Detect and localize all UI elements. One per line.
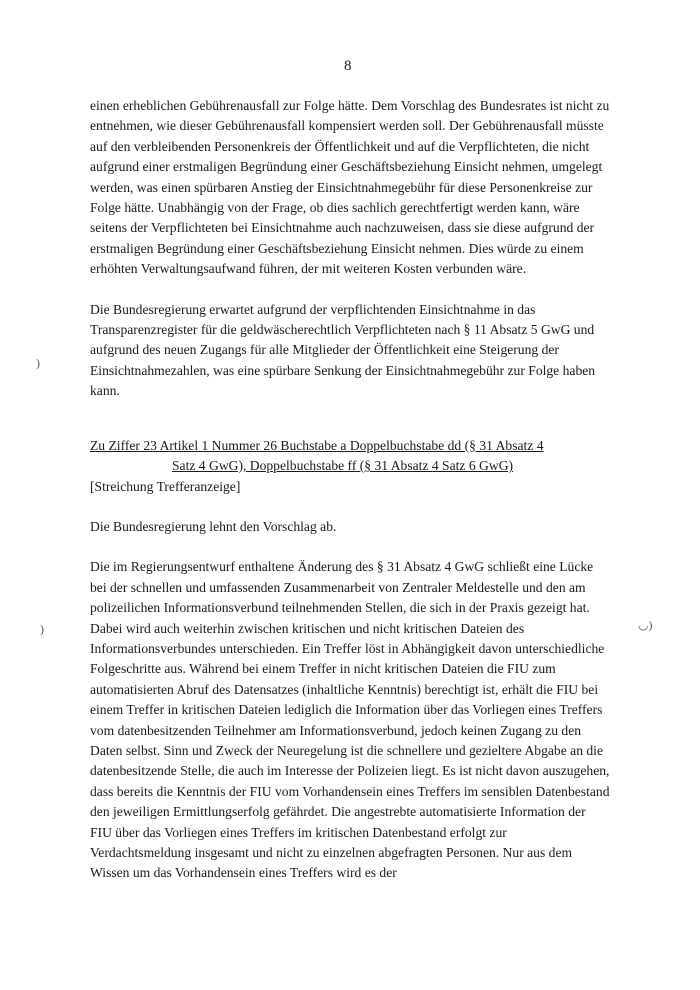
margin-mark-right-bottom: ◡) [638, 618, 653, 632]
section-heading-line2: Satz 4 GwG), Doppelbuchstabe ff (§ 31 Absatz 4 Satz 6 GwG) [172, 458, 514, 474]
page-number: 8 [344, 58, 352, 74]
paragraph-steigerung: Die Bundesregierung erwartet aufgrund der verpflichtenden Einsichtnahme in das Transparenzregister für die geldwäscherechtlich Verpflichteten nach § 11 Absatz 5 GwG und aufgrund des neuen Zugangs für alle Mitglieder der Öffentlichkeit eine Steigerung der Einsichtnahmezahlen, was eine spürbare Senkung der Einsichtnahmegebühr zur Folge haben kann. [90, 301, 596, 399]
decision-statement: Die Bundesregierung lehnt den Vorschlag ab. [90, 518, 337, 534]
margin-mark-left-top: ) [36, 356, 40, 370]
section-heading [90, 436, 610, 497]
document-body [90, 96, 610, 884]
margin-mark-left-bottom: ) [40, 622, 44, 636]
section-heading-line1: Zu Ziffer 23 Artikel 1 Nummer 26 Buchstabe a Doppelbuchstabe dd (§ 31 Absatz 4 [90, 437, 544, 453]
paragraph-aenderung: Die im Regierungsentwurf enthaltene Änderung des § 31 Absatz 4 GwG schließt eine Lücke bei der schnellen und umfassenden Zusammenarbeit von Zentraler Meldestelle und den am polizeilichen Informationsverbund teilnehmenden Stellen, die sich in der Praxis gezeigt hat. Dabei wird auch weiterhin zwischen kritischen und nicht kritischen Dateien des Informationsverbundes unterschieden. Ein Treffer löst in Abhängigkeit davon unterschiedliche Folgeschritte aus. Während bei einem Treffer in nicht kritischen Dateien die FIU zum automatisierten Abruf des Datensatzes (inhaltliche Kenntnis) berechtigt ist, erhält die FIU bei einem Treffer in kritischen Dateien lediglich die Information über das Vorliegen eines Treffers vom datenbesitzenden Teilnehmer am Informationsverbund, jedoch keinen Zugang zu den Daten selbst. Sinn und Zweck der Neuregelung ist die schnellere und gezieltere Abgabe an die datenbesitzende Stelle, die auch im Interesse der Polizeien liegt. Es ist nicht davon auszugehen, dass bereits die Kenntnis der FIU vom Vorhandensein eines Treffers im sensiblen Datenbestand den jeweiligen Ermittlungserfolg gefährdet. Die angestrebte automatisierte Information der FIU über das Vorliegen eines Treffers im kritischen Datenbestand erfolgt zur Verdachtsmeldung insgesamt und nicht zu einzelnen abgefragten Personen. Nur aus dem Wissen um das Vorhandensein eines Treffers wird es der [90, 559, 610, 881]
paragraph-gebuehrenausfall: einen erheblichen Gebührenausfall zur Folge hätte. Dem Vorschlag des Bundesrates ist nicht zu entnehmen, wie dieser Gebührenausfall kompensiert werden soll. Der Gebührenausfall müsste auf den verbleibenden Personenkreis der Öffentlichkeit und auf die Verpflichteten, die nicht aufgrund einer erstmaligen Begründung einer Geschäftsbeziehung Einsicht nehmen, umgelegt werden, was einen spürbaren Anstieg der Einsichtnahmegebühr für diese Personenkreise zur Folge hätte. Unabhängig von der Frage, ob dies sachlich gerechtfertigt werden kann, wäre seitens der Verpflichteten bei Einsichtnahme auch nachzuweisen, dass sie diese aufgrund der erstmaligen Begründung einer Geschäftsbeziehung Einsicht nehmen. Dies würde zu einem erhöhten Verwaltungsaufwand führen, der mit weiteren Kosten verbunden wäre. [90, 98, 610, 277]
section-subtitle: [Streichung Trefferanzeige] [90, 478, 241, 494]
